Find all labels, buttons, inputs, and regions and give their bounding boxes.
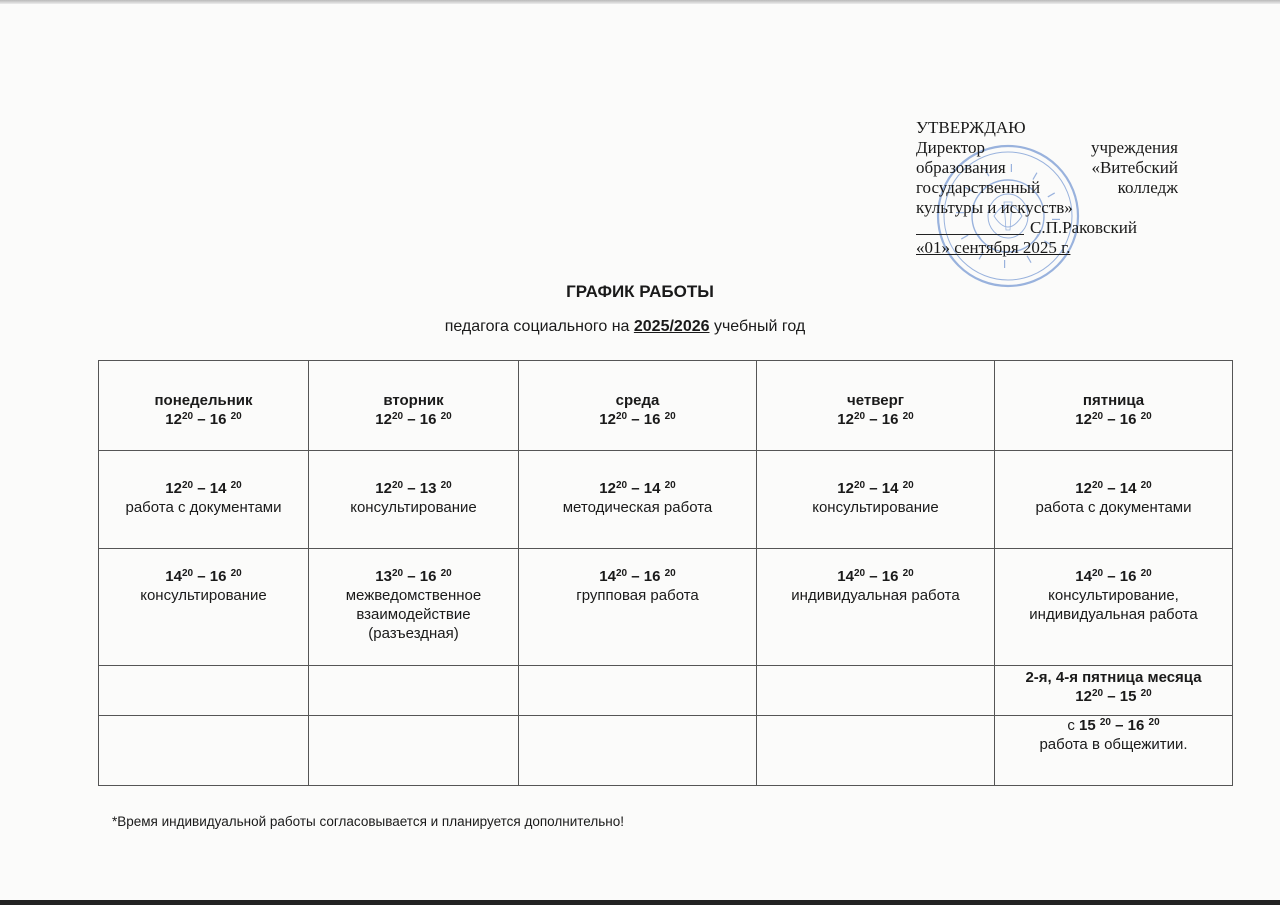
table-cell bbox=[995, 666, 1233, 716]
activity-label: межведомственное bbox=[345, 587, 482, 604]
table-cell bbox=[309, 549, 519, 666]
table-cell bbox=[995, 451, 1233, 549]
table-cell bbox=[995, 549, 1233, 666]
subtitle-year: 2025/2026 bbox=[633, 318, 710, 335]
day-name: пятница bbox=[1082, 392, 1145, 409]
activity-label: консультирование, bbox=[1048, 587, 1179, 604]
table-cell-empty bbox=[757, 716, 995, 786]
table-cell-empty bbox=[99, 666, 309, 716]
activity-label: консультирование bbox=[350, 499, 477, 516]
activity-label: взаимодействие bbox=[356, 606, 471, 623]
approval-heading: УТВЕРЖДАЮ bbox=[916, 118, 1026, 137]
day-name: вторник bbox=[383, 392, 444, 409]
header-cell-monday bbox=[99, 361, 309, 451]
table-cell-empty bbox=[99, 716, 309, 786]
time-range: $13^{20} - 16$ $^{20}$ bbox=[375, 568, 452, 585]
table-cell bbox=[995, 716, 1233, 786]
table-row bbox=[99, 451, 1233, 549]
table-row bbox=[99, 549, 1233, 666]
day-name: среда bbox=[615, 392, 660, 409]
table-cell bbox=[519, 451, 757, 549]
table-cell-empty bbox=[757, 666, 995, 716]
signature-row bbox=[916, 218, 1178, 238]
time-range: $14^{20} - 16$ $^{20}$ bbox=[165, 568, 242, 585]
day-name: четверг bbox=[847, 392, 904, 409]
activity-label: методическая работа bbox=[562, 499, 713, 516]
day-hours: $12^{20} - 16$ $^{20}$ bbox=[837, 411, 914, 428]
approval-line-1: Директор учреждения bbox=[916, 138, 1178, 157]
day-hours: $12^{20} - 16$ $^{20}$ bbox=[165, 411, 242, 428]
time-range: $12^{20} - 13$ $^{20}$ bbox=[375, 480, 452, 497]
activity-label: работа с документами bbox=[1035, 499, 1192, 516]
schedule-table bbox=[98, 360, 1233, 786]
signature-line bbox=[916, 234, 1024, 235]
approval-line-3: государственный колледж bbox=[916, 178, 1178, 197]
subtitle-prefix: педагога социального на bbox=[444, 318, 634, 335]
activity-label: работа в общежитии. bbox=[1039, 736, 1188, 753]
time-range: с 15 $^{20}$ – 16 $^{20}$ bbox=[1067, 717, 1160, 734]
time-range: $12^{20} - 15$ $^{20}$ bbox=[1075, 688, 1152, 705]
time-range: $12^{20} - 14$ $^{20}$ bbox=[599, 480, 676, 497]
header-cell-wednesday bbox=[519, 361, 757, 451]
approval-block bbox=[916, 118, 1178, 258]
table-cell-empty bbox=[309, 666, 519, 716]
table-cell bbox=[309, 451, 519, 549]
activity-label: индивидуальная работа bbox=[791, 587, 960, 604]
friday-note-label: 2-я, 4-я пятница месяца bbox=[1025, 669, 1202, 686]
activity-label: консультирование bbox=[140, 587, 267, 604]
subtitle-suffix: учебный год bbox=[709, 318, 806, 335]
document-subtitle bbox=[0, 318, 1280, 336]
activity-label: консультирование bbox=[812, 499, 939, 516]
scan-bottom-edge bbox=[0, 900, 1280, 905]
table-cell bbox=[757, 451, 995, 549]
table-cell-empty bbox=[519, 716, 757, 786]
activity-label: работа с документами bbox=[125, 499, 282, 516]
table-cell bbox=[99, 549, 309, 666]
table-row bbox=[99, 716, 1233, 786]
document-title: ГРАФИК РАБОТЫ bbox=[566, 282, 714, 301]
day-hours: $12^{20} - 16$ $^{20}$ bbox=[375, 411, 452, 428]
table-cell bbox=[757, 549, 995, 666]
activity-label: групповая работа bbox=[576, 587, 699, 604]
table-cell bbox=[99, 451, 309, 549]
time-range: $12^{20} - 14$ $^{20}$ bbox=[1075, 480, 1152, 497]
time-range: $12^{20} - 14$ $^{20}$ bbox=[837, 480, 914, 497]
activity-label: индивидуальная работа bbox=[1029, 606, 1198, 623]
table-row bbox=[99, 666, 1233, 716]
time-range: $12^{20} - 14$ $^{20}$ bbox=[165, 480, 242, 497]
day-name: понедельник bbox=[154, 392, 253, 409]
table-cell-empty bbox=[519, 666, 757, 716]
table-header-row bbox=[99, 361, 1233, 451]
table-cell-empty bbox=[309, 716, 519, 786]
approval-date: «01» сентября 2025 г. bbox=[916, 238, 1071, 257]
approval-line-4: культуры и искусств» bbox=[916, 198, 1073, 217]
day-hours: $12^{20} - 16$ $^{20}$ bbox=[599, 411, 676, 428]
table-cell bbox=[519, 549, 757, 666]
footnote: *Время индивидуальной работы согласовывается и планируется дополнительно! bbox=[112, 814, 624, 829]
signatory-name: С.П.Раковский bbox=[1030, 218, 1137, 237]
scan-top-edge bbox=[0, 0, 1280, 4]
header-cell-tuesday bbox=[309, 361, 519, 451]
header-cell-friday bbox=[995, 361, 1233, 451]
day-hours: $12^{20} - 16$ $^{20}$ bbox=[1075, 411, 1152, 428]
activity-label: (разъездная) bbox=[368, 625, 459, 642]
time-range: $14^{20} - 16$ $^{20}$ bbox=[599, 568, 676, 585]
header-cell-thursday bbox=[757, 361, 995, 451]
time-range: $14^{20} - 16$ $^{20}$ bbox=[1075, 568, 1152, 585]
approval-line-2: образования «Витебский bbox=[916, 158, 1178, 177]
time-range: $14^{20} - 16$ $^{20}$ bbox=[837, 568, 914, 585]
